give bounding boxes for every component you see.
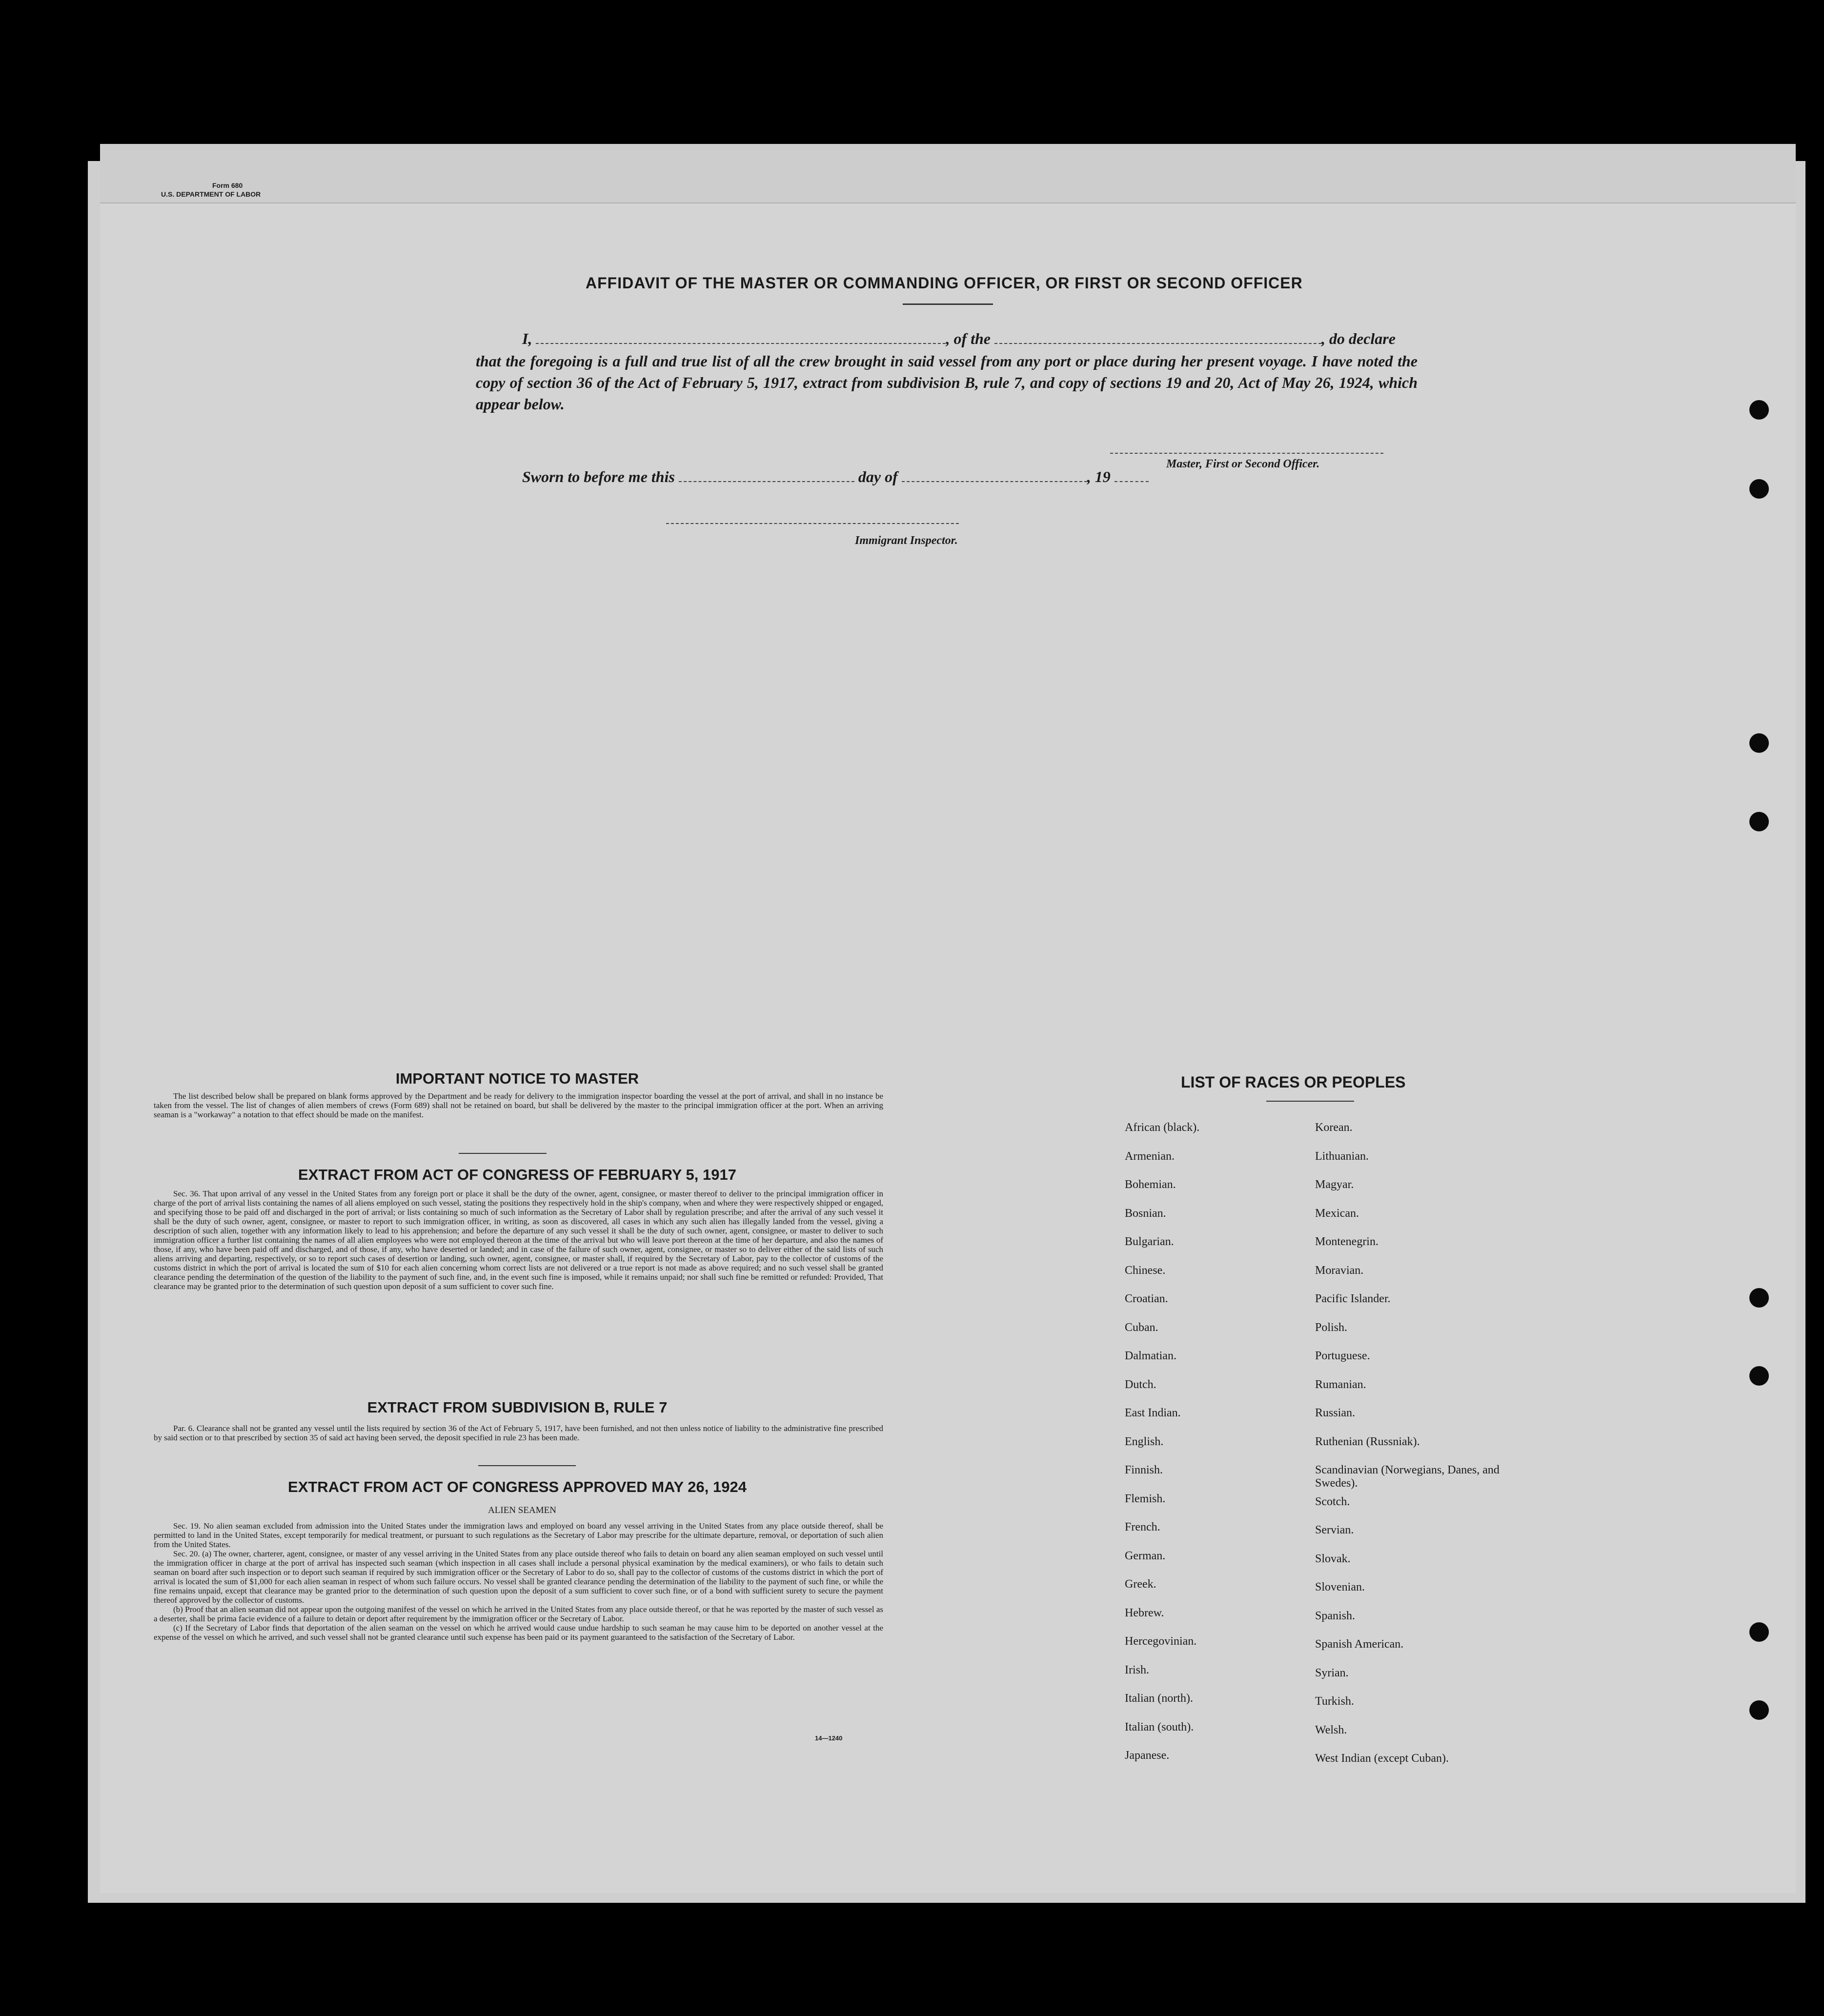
punch-hole xyxy=(1749,1288,1769,1308)
sworn-line xyxy=(522,466,1149,487)
notice-title: IMPORTANT NOTICE TO MASTER xyxy=(395,1070,639,1087)
race-item: Scandinavian (Norwegians, Danes, and Swedes). xyxy=(1315,1464,1500,1490)
divider xyxy=(459,1153,547,1154)
extract-rule7-text: Par. 6. Clearance shall not be granted any vessel until the lists required by section 36 of the Act of February 5, 1917, have been furnished, and not then unless notice of liability to the administrative fine prescribed by said section or to that prescribed by section 35 of said act having been served, the deposit specified in rule 23 has been made. xyxy=(154,1424,883,1442)
vessel-blank[interactable] xyxy=(994,343,1321,344)
race-item: Lithuanian. xyxy=(1315,1149,1369,1163)
master-label: Master, First or Second Officer. xyxy=(1166,458,1320,470)
sworn-date-blank[interactable] xyxy=(679,481,854,482)
race-item: Dalmatian. xyxy=(1125,1350,1176,1362)
race-item: Greek. xyxy=(1125,1578,1156,1591)
inspector-signature-line[interactable] xyxy=(666,523,959,524)
affidavit-line1 xyxy=(522,328,1396,349)
race-item: Portuguese. xyxy=(1315,1350,1370,1362)
extract-1924-title: EXTRACT FROM ACT OF CONGRESS APPROVED MAY 26, 1924 xyxy=(288,1478,747,1495)
divider xyxy=(478,1465,576,1466)
race-item: Russian. xyxy=(1315,1407,1356,1419)
divider xyxy=(1266,1101,1354,1102)
race-item: Syrian. xyxy=(1315,1666,1349,1679)
race-item: Finnish. xyxy=(1125,1464,1163,1476)
affidavit-declare: , do declare xyxy=(1321,330,1396,347)
sworn-prefix: Sworn to before me this xyxy=(522,468,675,485)
race-item: Bohemian. xyxy=(1125,1178,1176,1191)
punch-hole xyxy=(1749,400,1769,420)
race-item: Scotch. xyxy=(1315,1495,1350,1508)
race-item: Chinese. xyxy=(1125,1264,1166,1277)
sworn-year-label: , 19 xyxy=(1087,468,1111,485)
affidavit-of-the: , of the xyxy=(946,330,991,347)
sworn-year-blank[interactable] xyxy=(1115,481,1149,482)
race-item: Hercegovinian. xyxy=(1125,1635,1197,1648)
print-code: 14—1240 xyxy=(815,1734,843,1742)
sec19: Sec. 19. No alien seaman excluded from admission into the United States under the immigration laws and employed on board any vessel arriving in the United States from any place outside thereof, shall be permitted to land in the United States, except temporarily for medical treatment, or pursuant to such regulations as the Secretary of Labor may prescribe for the ultimate departure, removal, or deportation of such alien from the United States. xyxy=(154,1521,883,1549)
race-item: German. xyxy=(1125,1549,1166,1562)
race-item: Flemish. xyxy=(1125,1492,1166,1505)
notice-text: The list described below shall be prepared on blank forms approved by the Department and be ready for delivery to the immigration inspector boarding the vessel at the port of arrival, and shall in no instance be taken from the vessel. The list of changes of alien members of crews (Form 689) shall not be retained on board, but shall be delivered by the master to the principal immigration officer at the port. When an arriving seaman is a "workaway" a notation to that effect should be made on the manifest. xyxy=(154,1091,883,1119)
race-item: French. xyxy=(1125,1521,1160,1533)
divider xyxy=(903,303,993,305)
race-item: Japanese. xyxy=(1125,1749,1170,1762)
punch-hole xyxy=(1749,1622,1769,1642)
sec20a: Sec. 20. (a) The owner, charterer, agent, consignee, or master of any vessel arriving in the United States from any place outside thereof who fails to detain on board any alien seaman employed on such vessel until the immigration officer in charge at the port of arrival has inspected such seaman (which inspection in all cases shall include a personal physical examination by the medical examiners), or who fails to detain such seaman on board after such inspection or to deport such seaman if required by such immigration officer or the Secretary of Labor to do so, shall pay to the collector of customs of the customs district in which the port of arrival is located the sum of $1,000 for each alien seaman in respect of whom such failure occurs. No vessel shall be granted clearance pending the determination of the liability to the payment of such fine, or while the fine remains unpaid, except that clearance may be granted prior to the determination of such question upon the deposit of a sum sufficient to cover such fine, or of a bond with sufficient surety to secure the payment thereof approved by the collector of customs. xyxy=(154,1549,883,1605)
inspector-label: Immigrant Inspector. xyxy=(855,534,958,547)
race-item: Croatian. xyxy=(1125,1292,1168,1305)
affidavit-body: that the foregoing is a full and true list of all the crew brought in said vessel from any port or place during her present voyage. I have noted the copy of section 36 of the Act of February 5, 1917, extract from subdivision B, rule 7, and copy of sections 19 and 20, Act of May 26, 1924, which appear below. xyxy=(476,352,1418,413)
punch-hole xyxy=(1749,733,1769,753)
race-item: African (black). xyxy=(1125,1121,1200,1134)
extract-rule7-title: EXTRACT FROM SUBDIVISION B, RULE 7 xyxy=(367,1399,668,1416)
sworn-month-blank[interactable] xyxy=(902,481,1087,482)
race-item: Montenegrin. xyxy=(1315,1235,1378,1248)
race-item: Rumanian. xyxy=(1315,1378,1366,1391)
punch-hole xyxy=(1749,1700,1769,1720)
race-item: Servian. xyxy=(1315,1524,1354,1536)
race-item: Magyar. xyxy=(1315,1178,1354,1191)
punch-hole xyxy=(1749,1366,1769,1386)
race-item: Italian (south). xyxy=(1125,1720,1194,1734)
punch-hole xyxy=(1749,479,1769,499)
extract-1917-title: EXTRACT FROM ACT OF CONGRESS OF FEBRUARY 5, 1917 xyxy=(298,1166,736,1183)
race-item: Spanish American. xyxy=(1315,1638,1404,1651)
race-item: Italian (north). xyxy=(1125,1692,1193,1705)
race-item: Pacific Islander. xyxy=(1315,1292,1391,1305)
master-signature-line[interactable] xyxy=(1110,453,1383,454)
race-item: West Indian (except Cuban). xyxy=(1315,1752,1449,1765)
race-item: Mexican. xyxy=(1315,1207,1359,1220)
affidavit-title: AFFIDAVIT OF THE MASTER OR COMMANDING OFFICER, OR FIRST OR SECOND OFFICER xyxy=(586,274,1303,292)
race-item: Bosnian. xyxy=(1125,1207,1166,1220)
race-item: Hebrew. xyxy=(1125,1606,1164,1619)
punch-hole xyxy=(1749,812,1769,831)
form-number: Form 680 xyxy=(212,181,243,189)
race-item: Moravian. xyxy=(1315,1264,1364,1277)
alien-seamen-subtitle: ALIEN SEAMEN xyxy=(488,1505,556,1515)
race-item: Irish. xyxy=(1125,1663,1149,1676)
race-item: East Indian. xyxy=(1125,1407,1181,1419)
race-item: Slovak. xyxy=(1315,1552,1351,1565)
race-item: Cuban. xyxy=(1125,1321,1158,1334)
race-item: Dutch. xyxy=(1125,1378,1156,1391)
race-item: Korean. xyxy=(1315,1121,1353,1134)
race-item: Ruthenian (Russniak). xyxy=(1315,1435,1420,1448)
affidavit-i: I, xyxy=(522,330,532,347)
sec20c: (c) If the Secretary of Labor finds that deportation of the alien seaman on the vessel on which he arrived would cause undue hardship to such seaman he may cause him to be deported on another vessel at the expense of the vessel on which he arrived, and such vessel shall not be granted clearance until such expense has been paid or its payment guaranteed to the satisfaction of the Secretary of Labor. xyxy=(154,1623,883,1642)
race-item: Spanish. xyxy=(1315,1609,1356,1622)
race-item: Bulgarian. xyxy=(1125,1235,1174,1248)
race-item: Armenian. xyxy=(1125,1149,1175,1163)
race-item: Slovenian. xyxy=(1315,1581,1365,1593)
sworn-day-label: day of xyxy=(858,468,898,485)
extract-1917-text: Sec. 36. That upon arrival of any vessel in the United States from any foreign port or place it shall be the duty of the owner, agent, consignee, or master thereof to deliver to the principal immigration officer in charge of the port of arrival lists containing the names of all aliens employed on such vessel, stating the positions they respectively hold in the ship's company, when and where they were respectively shipped or engaged, and specifying those to be paid off and discharged in the port of arrival; or lists containing so much of such information as the Secretary of Labor shall by regulation prescribe; and after the arrival of any such vessel it shall be the duty of such owner, agent, consignee, or master to report to such immigration officer, in writing, as soon as discovered, all cases in which any such alien has illegally landed from the vessel, giving a description of such alien, together with any information likely to lead to his apprehension; and before the departure of any such vessel it shall be the duty of such owner, agent, consignee, or master to deliver to such immigration officer a further list containing the names of all alien employees who were not employed thereon at the time of the arrival but who will leave port thereon at the time of her departure, and also the names of those, if any, who have been paid off and discharged, and of those, if any, who have deserted or landed; and in case of the failure of such owner, agent, consignee, or master so to deliver either of the said lists of such aliens arriving and departing, respectively, or so to report such cases of desertion or landing, such owner, agent, consignee, or master shall, if required by the Secretary of Labor, pay to the collector of customs of the customs district in which the port of arrival is located the sum of $10 for each alien concerning whom correct lists are not delivered or a true report is not made as above required; and no such vessel shall be granted clearance pending the determination of the question of the liability to the payment of such fine, and, in the event such fine is imposed, while it remains unpaid; nor shall such fine be remitted or refunded: Provided, That clearance may be granted prior to the determination of such question upon deposit of a sum sufficient to cover such fine. xyxy=(154,1189,883,1291)
sec20b: (b) Proof that an alien seaman did not appear upon the outgoing manifest of the vessel on which he arrived in the United States from any place outside thereof, or that he was reported by the master of such vessel as a deserter, shall be prima facie evidence of a failure to detain or deport after requirement by the immigration officer or the Secretary of Labor. xyxy=(154,1605,883,1623)
race-item: Welsh. xyxy=(1315,1723,1347,1736)
race-item: English. xyxy=(1125,1435,1164,1448)
race-item: Polish. xyxy=(1315,1321,1348,1334)
races-title: LIST OF RACES OR PEOPLES xyxy=(1181,1073,1406,1091)
department-label: U.S. DEPARTMENT OF LABOR xyxy=(161,190,261,198)
name-blank[interactable] xyxy=(536,343,946,344)
extract-1924-text xyxy=(154,1521,883,1642)
race-item: Turkish. xyxy=(1315,1695,1354,1708)
top-strip xyxy=(100,144,1796,203)
